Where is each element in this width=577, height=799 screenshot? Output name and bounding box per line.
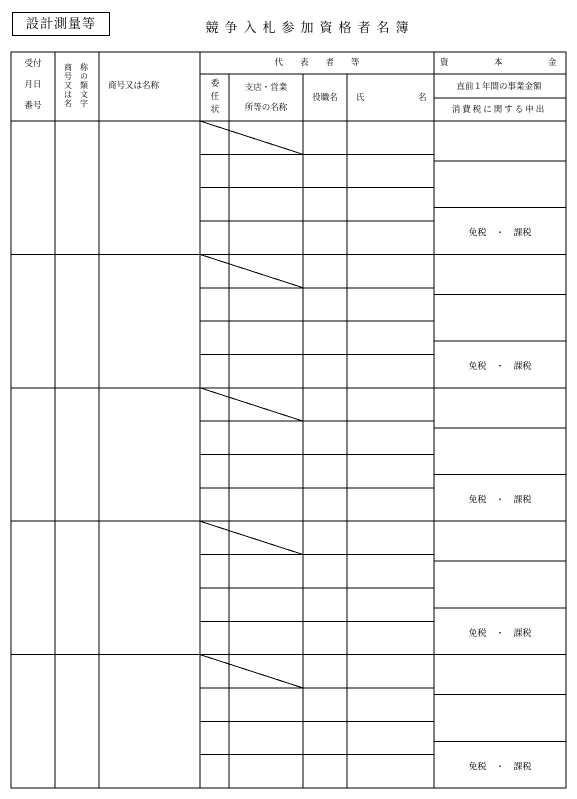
- header-branch-line2: 所等の名称: [244, 103, 288, 113]
- header-branch-line1: 支店・営業: [244, 83, 288, 93]
- diagonal-slash: [200, 121, 303, 154]
- header-trade-name: 商号又は名称: [108, 81, 160, 91]
- header-capital-left: 資: [440, 58, 449, 68]
- header-capital-right: 金: [548, 58, 557, 68]
- header-annual-sales: 直前１年間の事業金額: [456, 82, 542, 92]
- header-name-left: 氏: [356, 93, 365, 103]
- header-trade-name-type-col2: 称の類文字: [79, 63, 89, 108]
- table-frame: [11, 52, 566, 788]
- header-proxy-line1: 委: [210, 79, 220, 89]
- tax-status-label: 免税 ・ 課税: [468, 628, 532, 639]
- tax-status-label: 免税 ・ 課税: [468, 495, 532, 506]
- tax-status-label: 免税 ・ 課税: [468, 362, 532, 373]
- header-capital-mid: 本: [494, 58, 503, 68]
- header-proxy-line3: 状: [210, 105, 220, 115]
- category-label: 設計測量等: [12, 12, 110, 36]
- diagonal-slash: [200, 655, 303, 688]
- document-title: 競争入札参加資格者名簿: [205, 21, 415, 36]
- header-job-title: 役職名: [312, 93, 338, 103]
- diagonal-slash: [200, 521, 303, 554]
- diagonal-slash: [200, 388, 303, 421]
- header-receipt-line1: 受付: [24, 59, 42, 69]
- tax-status-label: 免税 ・ 課税: [468, 762, 532, 773]
- header-receipt-line2: 月日: [24, 80, 42, 90]
- header-trade-name-type-col1: 商号又は名: [63, 63, 73, 108]
- diagonal-slash: [200, 254, 303, 287]
- header-proxy-line2: 任: [210, 92, 220, 102]
- header-receipt-line3: 番号: [24, 101, 42, 111]
- header-name-right: 名: [418, 93, 427, 103]
- header-representative: 代 表 者 等: [274, 58, 360, 68]
- tax-status-label: 免税 ・ 課税: [468, 228, 532, 239]
- header-consumption-tax: 消費税に関する申出: [451, 105, 547, 115]
